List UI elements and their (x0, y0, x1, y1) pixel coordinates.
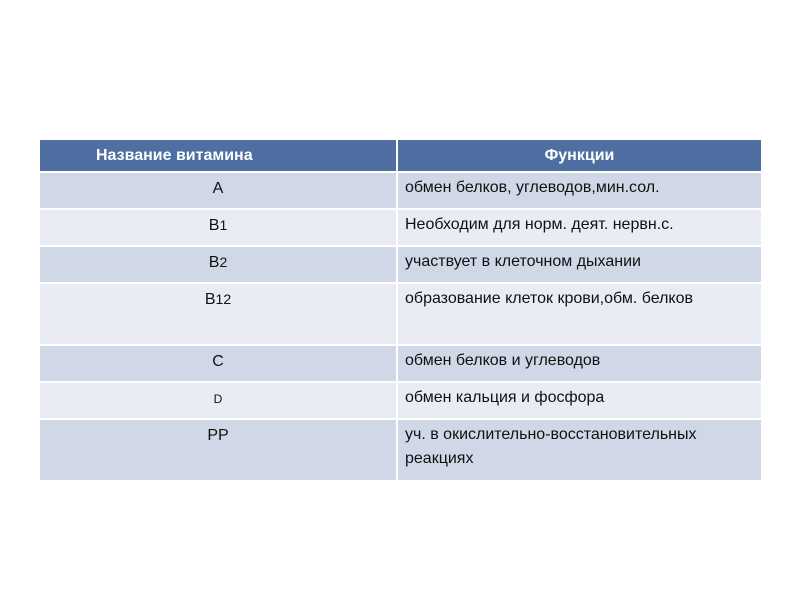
header-functions: Функции (397, 140, 761, 172)
table-row (40, 246, 761, 283)
vitamin-name-cell (40, 246, 397, 283)
vitamin-number: 12 (215, 291, 232, 307)
vitamin-name-cell (40, 283, 397, 345)
vitamins-table (40, 140, 761, 480)
table-row (40, 209, 761, 246)
vitamin-letter: A (212, 180, 224, 197)
table-row (40, 419, 761, 480)
vitamin-letter: B (208, 254, 220, 271)
vitamin-name-cell (40, 345, 397, 382)
table-row (40, 345, 761, 382)
vitamin-name-cell (40, 172, 397, 209)
vitamin-letter: C (212, 353, 224, 370)
vitamin-function-cell: обмен кальция и фосфора (397, 382, 761, 419)
table-header-row (40, 140, 761, 172)
vitamin-number: 2 (219, 254, 228, 270)
vitamin-letter: PP (207, 427, 229, 444)
vitamin-function-cell: обмен белков и углеводов (397, 345, 761, 382)
vitamin-letter: B (208, 217, 220, 234)
vitamin-function-cell: образование клеток крови,обм. белков (397, 283, 761, 345)
vitamin-number: 1 (219, 217, 228, 233)
vitamin-function-cell: Необходим для норм. деят. нервн.с. (397, 209, 761, 246)
vitamin-letter: D (213, 392, 223, 406)
vitamin-function-cell: обмен белков, углеводов,мин.сол. (397, 172, 761, 209)
vitamin-name-cell (40, 382, 397, 419)
table-row (40, 382, 761, 419)
vitamin-name-cell (40, 419, 397, 480)
vitamin-function-cell: уч. в окислительно-восстановительных реакциях (397, 419, 761, 480)
table-row (40, 172, 761, 209)
vitamin-letter: B (204, 291, 216, 308)
vitamin-function-cell: участвует в клеточном дыхании (397, 246, 761, 283)
vitamin-name-cell (40, 209, 397, 246)
table-row (40, 283, 761, 345)
header-vitamin-name: Название витамина (40, 140, 397, 172)
